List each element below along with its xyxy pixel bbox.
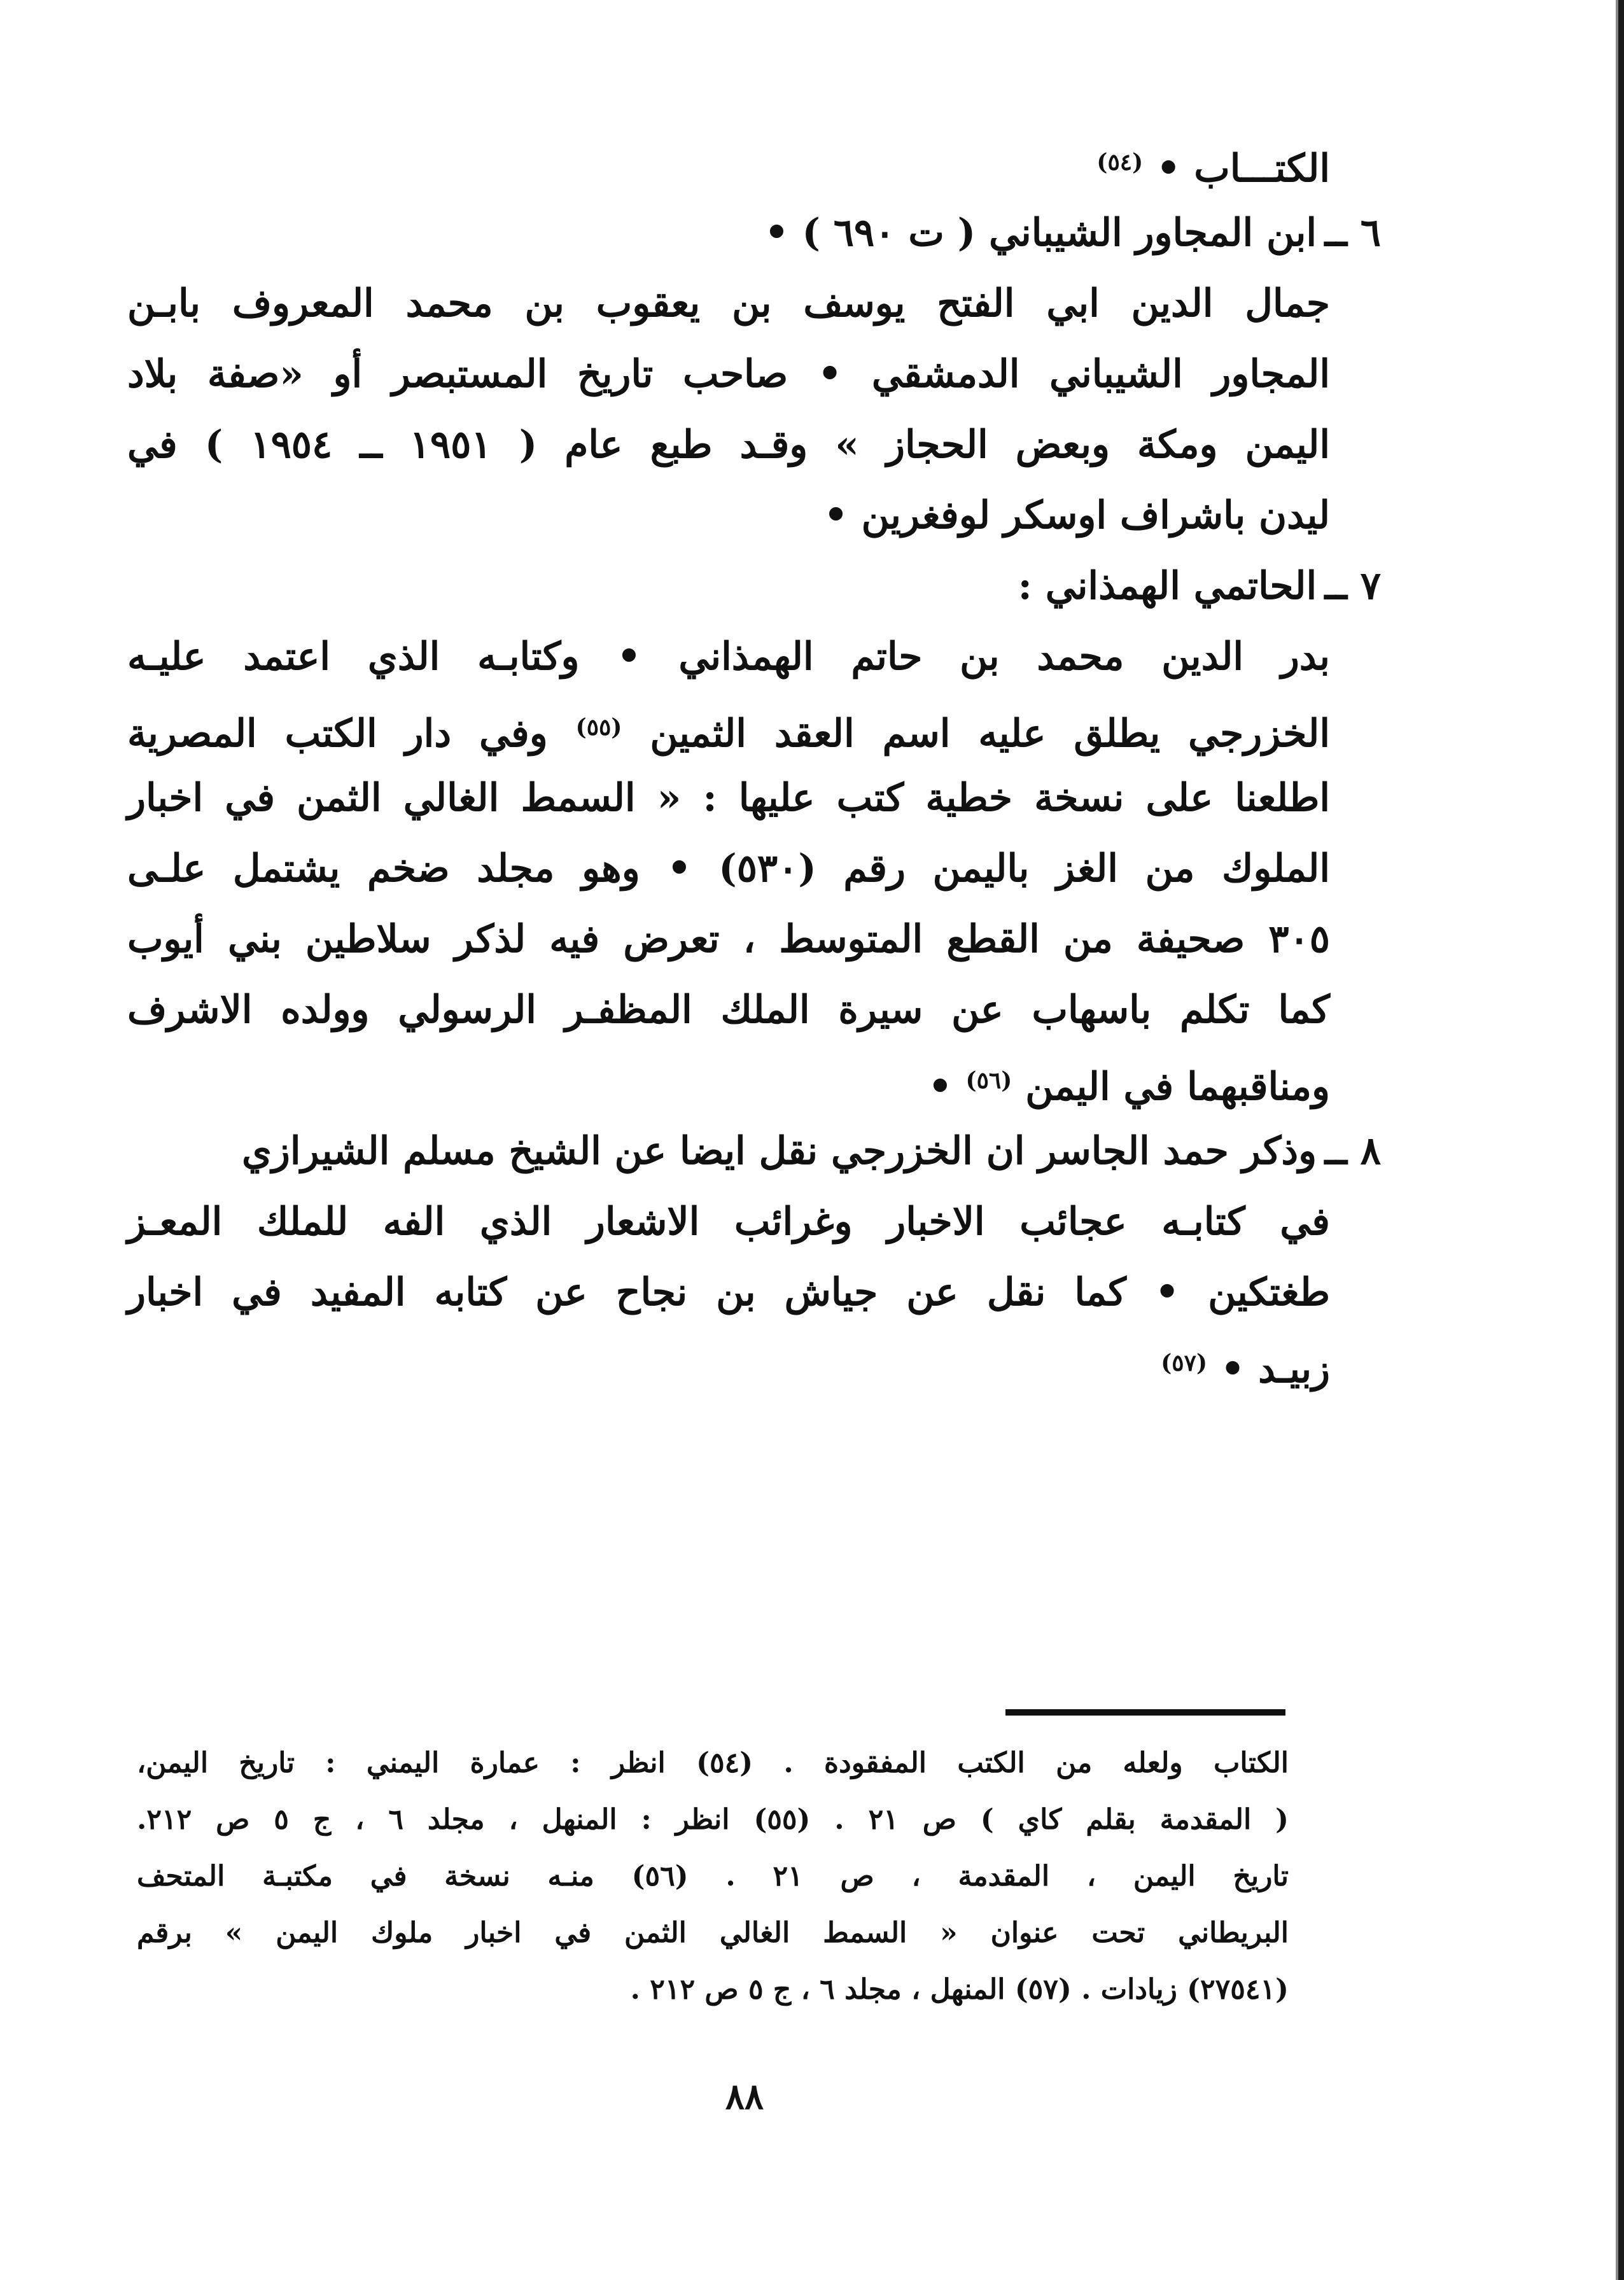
footnote-line: (٢٧٥٤١) زيادات . (٥٧) المنهل ، مجلد ٦ ، ج ٥ ص ٢١٢ . [630,1973,1289,2006]
footnote-line: البريطاني تحت عنوان « السمط الغالي الثمن في اخبار ملوك اليمن » برقم [137,1917,1289,1949]
footnotes [137,1735,1289,2018]
list-item-7 [127,551,1381,622]
text-fragment: الخزرجي يطلق عليه اسم العقد الثمين [622,711,1330,756]
text-line [127,1328,1330,1399]
list-number: ٧ ــ [1324,564,1381,608]
text-fragment: زبيـد • [1207,1347,1330,1392]
item-text: وذكر حمد الجاسر ان الخزرجي نقل ايضا عن الشيخ مسلم الشيرازي [241,1129,1317,1173]
text-line: بدر الدين محمد بن حاتم الهمذاني • وكتابـه الذي اعتمد عليـه [127,634,1330,679]
list-number: ٨ ــ [1324,1129,1381,1173]
text-fragment: الكتـــاب • [1143,146,1330,191]
text-fragment: وفي دار الكتب المصرية [127,711,576,756]
main-text [127,127,1381,1399]
text-line: كما تكلم باسهاب عن سيرة الملك المظفـر الرسولي وولده الاشرف [127,988,1330,1032]
text-line [127,127,1330,198]
list-item-8 [127,1116,1381,1187]
text-line [127,1046,1330,1116]
text-fragment: • [928,1065,966,1109]
footnote-ref: (٥٤) [1096,149,1144,176]
text-line: في كتابـه عجائب الاخبار وغرائب الاشعار الذي الفه للملك المعـز [127,1199,1330,1244]
page-number: ٨٨ [725,2076,764,2118]
item-title: ابن المجاور الشيباني ( ت ٦٩٠ ) • [764,211,1317,255]
text-line: طغتكين • كما نقل عن جياش بن نجاح عن كتابه المفيد في اخبار [127,1270,1330,1315]
list-number: ٦ ــ [1324,211,1381,255]
text-line: الملوك من الغز باليمن رقم (٥٣٠) • وهو مجلد ضخم يشتمل علـى [127,846,1330,891]
footnote-ref: (٥٥) [575,714,622,741]
text-line: اليمن ومكة وبعض الحجاز » وقـد طبع عام ( ١٩٥١ ــ ١٩٥٤ ) في [127,423,1331,467]
text-fragment: ومناقبهما في اليمن [1012,1065,1330,1109]
page-edge [1618,0,1624,2280]
list-item-6 [127,198,1381,269]
text-line: المجاور الشيباني الدمشقي • صاحب تاريخ المستبصر أو «صفة بلاد [127,352,1330,396]
text-line: ليدن باشراف اوسكر لوفغرين • [823,493,1330,538]
footnote-line: تاريخ اليمن ، المقدمة ، ص ٢١ . (٥٦) منـه نسخة في مكتبـة المتحف [137,1860,1289,1892]
footnote-separator [1005,1709,1285,1716]
text-line: جمال الدين ابي الفتح يوسف بن يعقوب بن محمد المعروف بابـن [127,281,1330,326]
footnote-ref: (٥٦) [965,1067,1012,1094]
footnote-ref: (٥٧) [1161,1350,1208,1376]
footnote-line: الكتاب ولعله من الكتب المفقودة . (٥٤) انظر : عمارة اليمني : تاريخ اليمن، [137,1747,1289,1779]
item-title: الحاتمي الهمذاني : [1018,564,1317,608]
text-line: ٣٠٥ صحيفة من القطع المتوسط ، تعرض فيه لذكر سلاطين بني أيوب [127,917,1330,962]
footnote-line: ( المقدمة بقلم كاي ) ص ٢١ . (٥٥) انظر : المنهل ، مجلد ٦ ، ج ٥ ص ٢١٢. [137,1803,1289,1836]
text-line: اطلعنا على نسخة خطية كتب عليها : « السمط الغالي الثمن في اخبار [127,776,1330,820]
text-line [127,692,1330,763]
